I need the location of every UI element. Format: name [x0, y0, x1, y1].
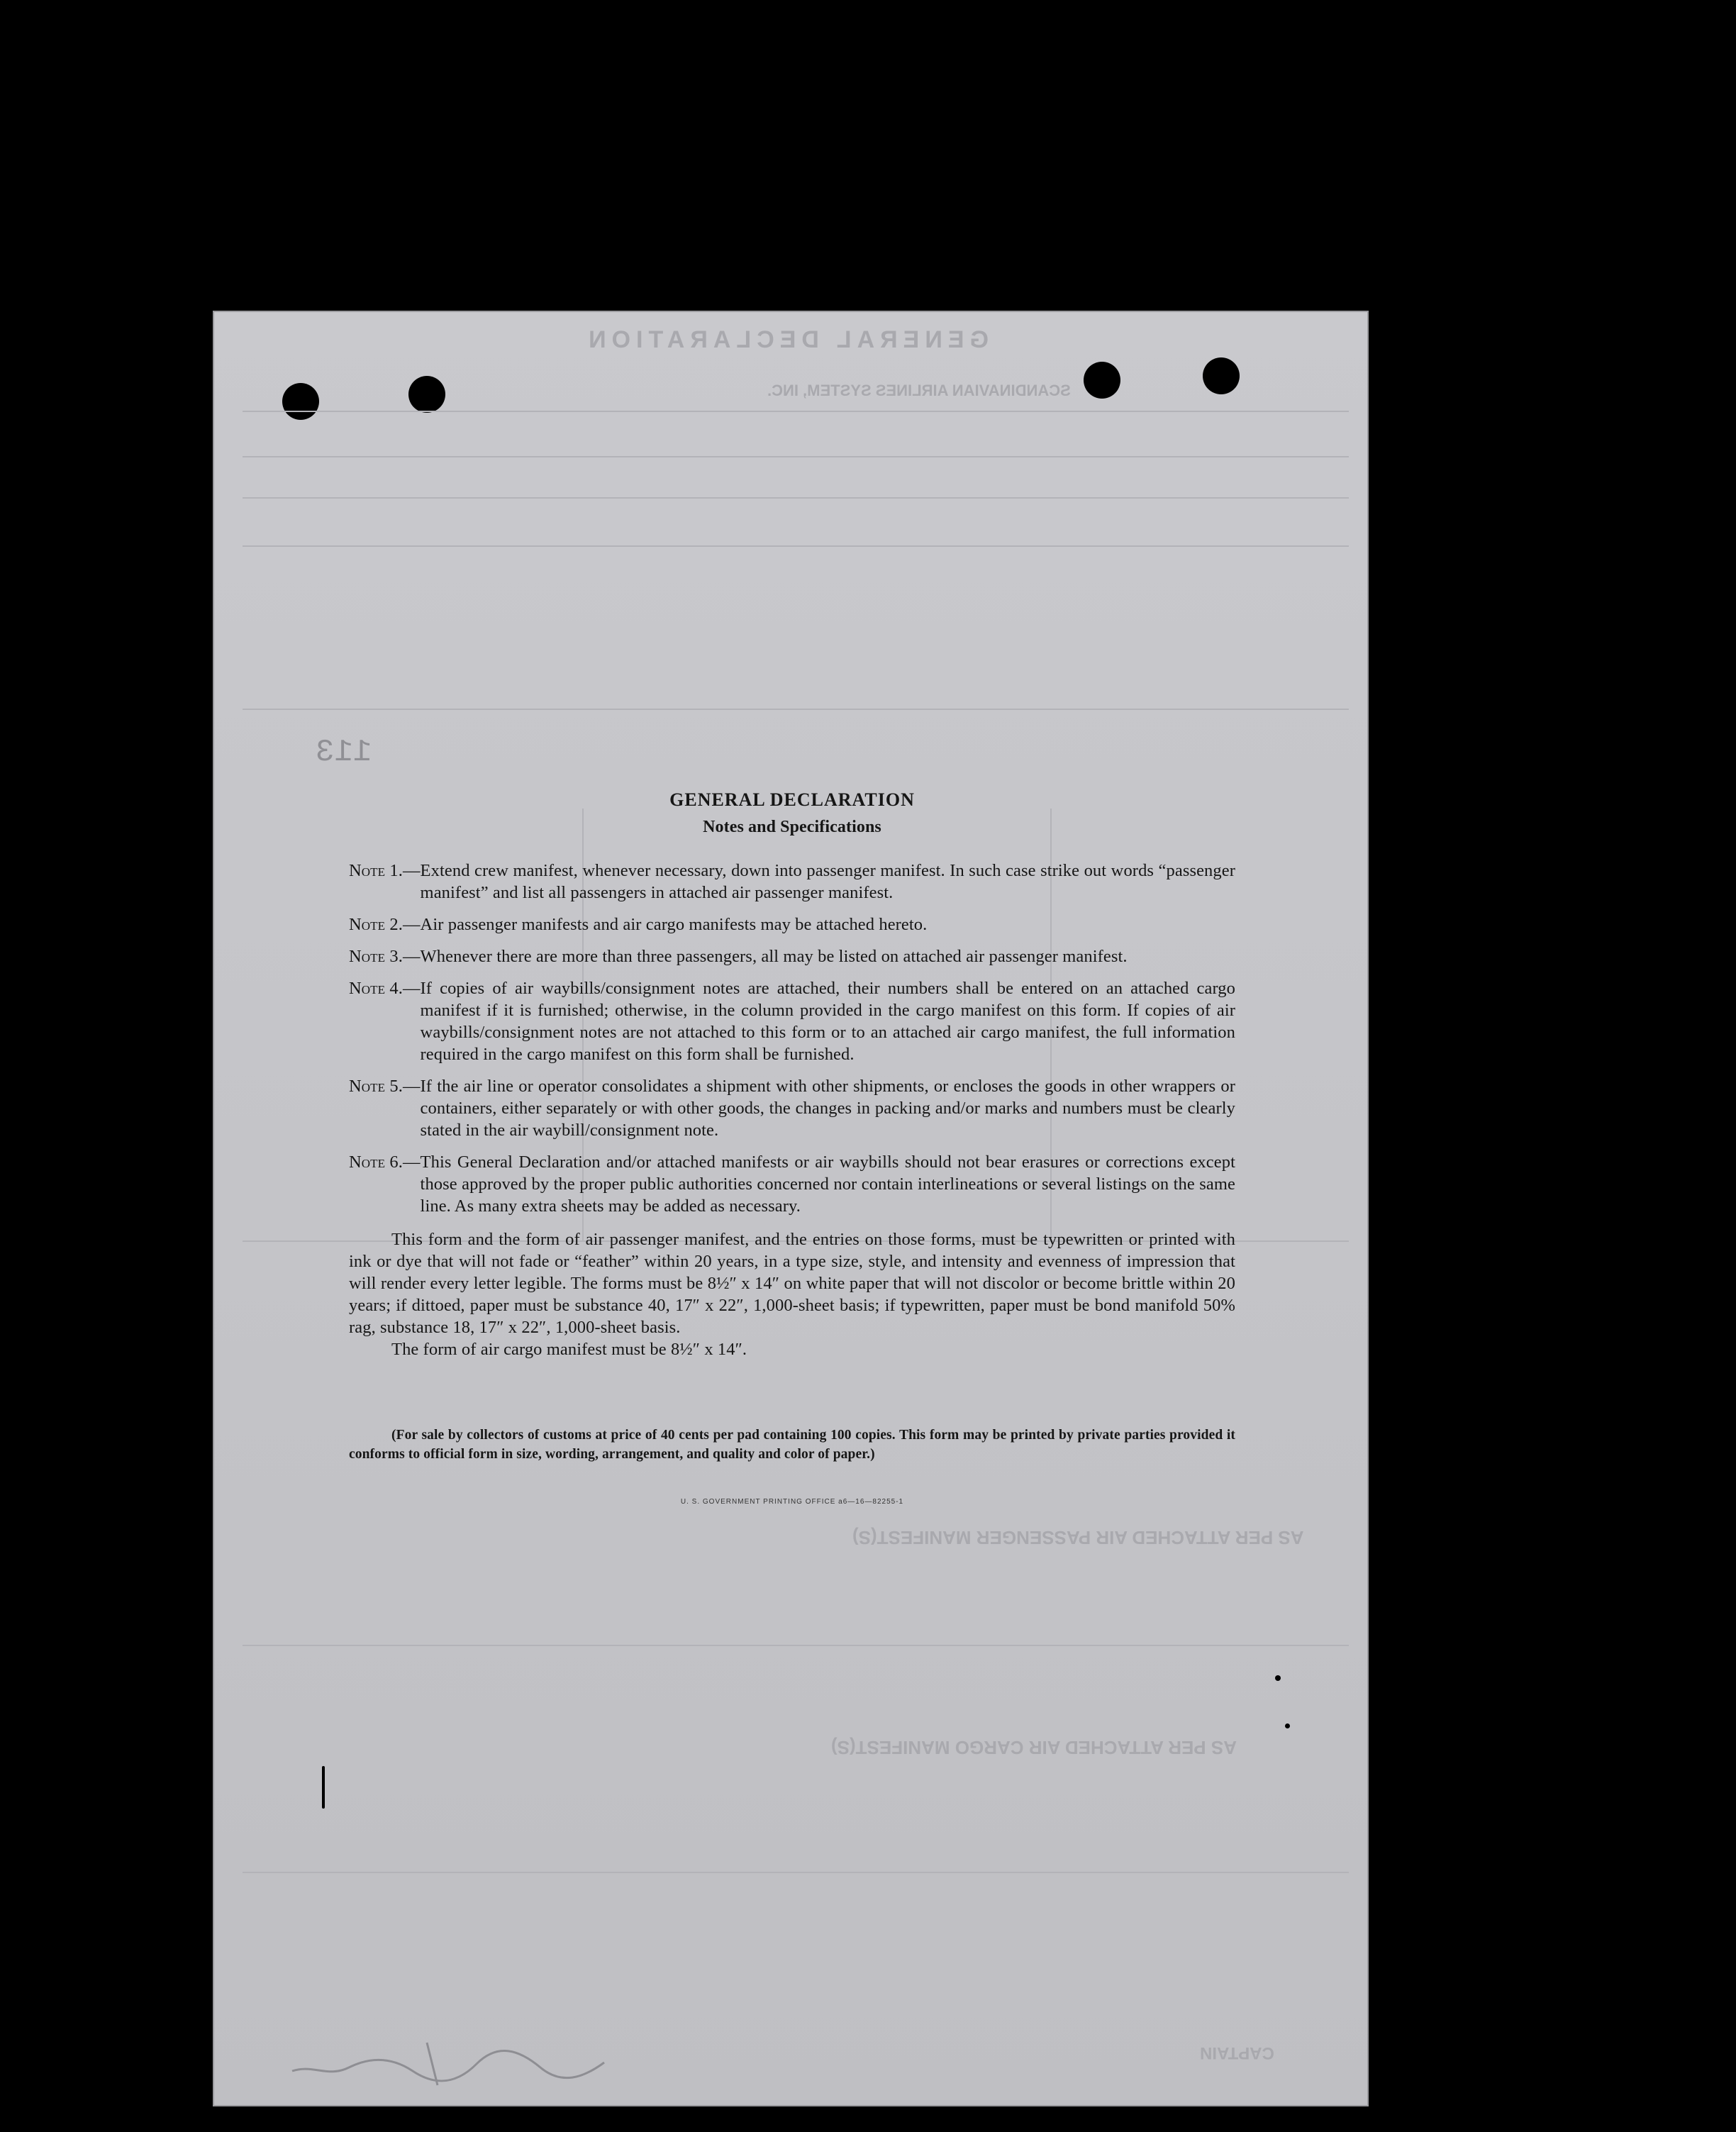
- document-title: GENERAL DECLARATION: [669, 789, 915, 810]
- note-item: [349, 977, 1235, 1065]
- dust-speck: [1275, 1675, 1281, 1681]
- note-item: [349, 1075, 1235, 1141]
- bleed-through-stamp-number: 113: [316, 735, 372, 770]
- bleed-through-captain: CAPTAIN: [1200, 2043, 1274, 2062]
- note-label: Note 3.—: [349, 947, 421, 966]
- note-label: Note 5.—: [349, 1077, 421, 1096]
- note-text: Extend crew manifest, whenever necessary, down into passenger manifest. In such case strike out words “passenger manifest” and list all passengers in attached air passenger manifest.: [420, 861, 1235, 902]
- bleed-through-airline: SCANDINAVIAN AIRLINES SYSTEM, INC.: [767, 382, 1071, 399]
- note-text: Air passenger manifests and air cargo manifests may be attached hereto.: [420, 915, 928, 934]
- note-item: [349, 914, 1235, 935]
- signature-bleed-through: [285, 2036, 611, 2092]
- dust-speck: [1285, 1723, 1290, 1728]
- note-text: If copies of air waybills/consignment notes are attached, their numbers shall be entered on an attached cargo manifest if it is furnished; otherwise, in the column provided in the cargo manifest on this form. If copies of air waybills/consignment notes are not attached to this form or to an attached air cargo manifest, the full information required in the cargo manifest on this form shall be furnished.: [420, 979, 1235, 1064]
- note-item: [349, 860, 1235, 904]
- bleed-through-cargo-manifest: AS PER ATTACHED AIR CARGO MANIFEST(S): [831, 1737, 1237, 1758]
- note-text: If the air line or operator consolidates a shipment with other shipments, or encloses the goods in other wrappers or containers, either separately or with other goods, the changes in packing and/or marks and numbers must be clearly stated in the air waybill/consignment note.: [420, 1077, 1235, 1140]
- note-label: Note 2.—: [349, 915, 421, 934]
- document-subtitle: Notes and Specifications: [703, 818, 881, 836]
- note-item: [349, 1151, 1235, 1217]
- bleed-through-passenger-manifest: AS PER ATTACHED AIR PASSENGER MANIFEST(S): [852, 1527, 1304, 1548]
- document-page: [213, 311, 1369, 2106]
- notes-block: [349, 789, 1235, 1513]
- note-label: Note 6.—: [349, 1153, 421, 1172]
- cargo-form-size-paragraph: The form of air cargo manifest must be 8½″ x 14″.: [391, 1340, 747, 1359]
- sale-note: (For sale by collectors of customs at price of 40 cents per pad containing 100 copies. This form may be printed by private parties provided it conforms to official form in size, wording, arrangement, and quality and color of paper.): [349, 1428, 1235, 1462]
- dust-speck: [322, 1766, 325, 1809]
- note-item: [349, 945, 1235, 967]
- printer-line: U. S. GOVERNMENT PRINTING OFFICE a6—16—82255-1: [680, 1498, 904, 1506]
- note-text: This General Declaration and/or attached manifests or air waybills should not bear erasures or corrections except those approved by the proper public authorities concerned nor contain interlineations or several listings on the same line. As many extra sheets may be added as necessary.: [420, 1153, 1235, 1216]
- note-label: Note 1.—: [349, 861, 421, 880]
- note-label: Note 4.—: [349, 979, 421, 998]
- bleed-through-header: GENERAL DECLARATION: [583, 326, 989, 353]
- form-requirements-paragraph: This form and the form of air passenger manifest, and the entries on those forms, must be typewritten or printed with ink or dye that will not fade or “feather” within 20 years, in a type size, style, and intensity and evenness of impression that will render every letter legible. The forms must be 8½″ x 14″ on white paper that will not discolor or become brittle within 20 years; if dittoed, paper must be substance 40, 17″ x 22″, 1,000-sheet basis; if typewritten, paper must be bond manifold 50% rag, substance 18, 17″ x 22″, 1,000-sheet basis.: [349, 1230, 1235, 1337]
- note-text: Whenever there are more than three passengers, all may be listed on attached air passenger manifest.: [420, 947, 1128, 966]
